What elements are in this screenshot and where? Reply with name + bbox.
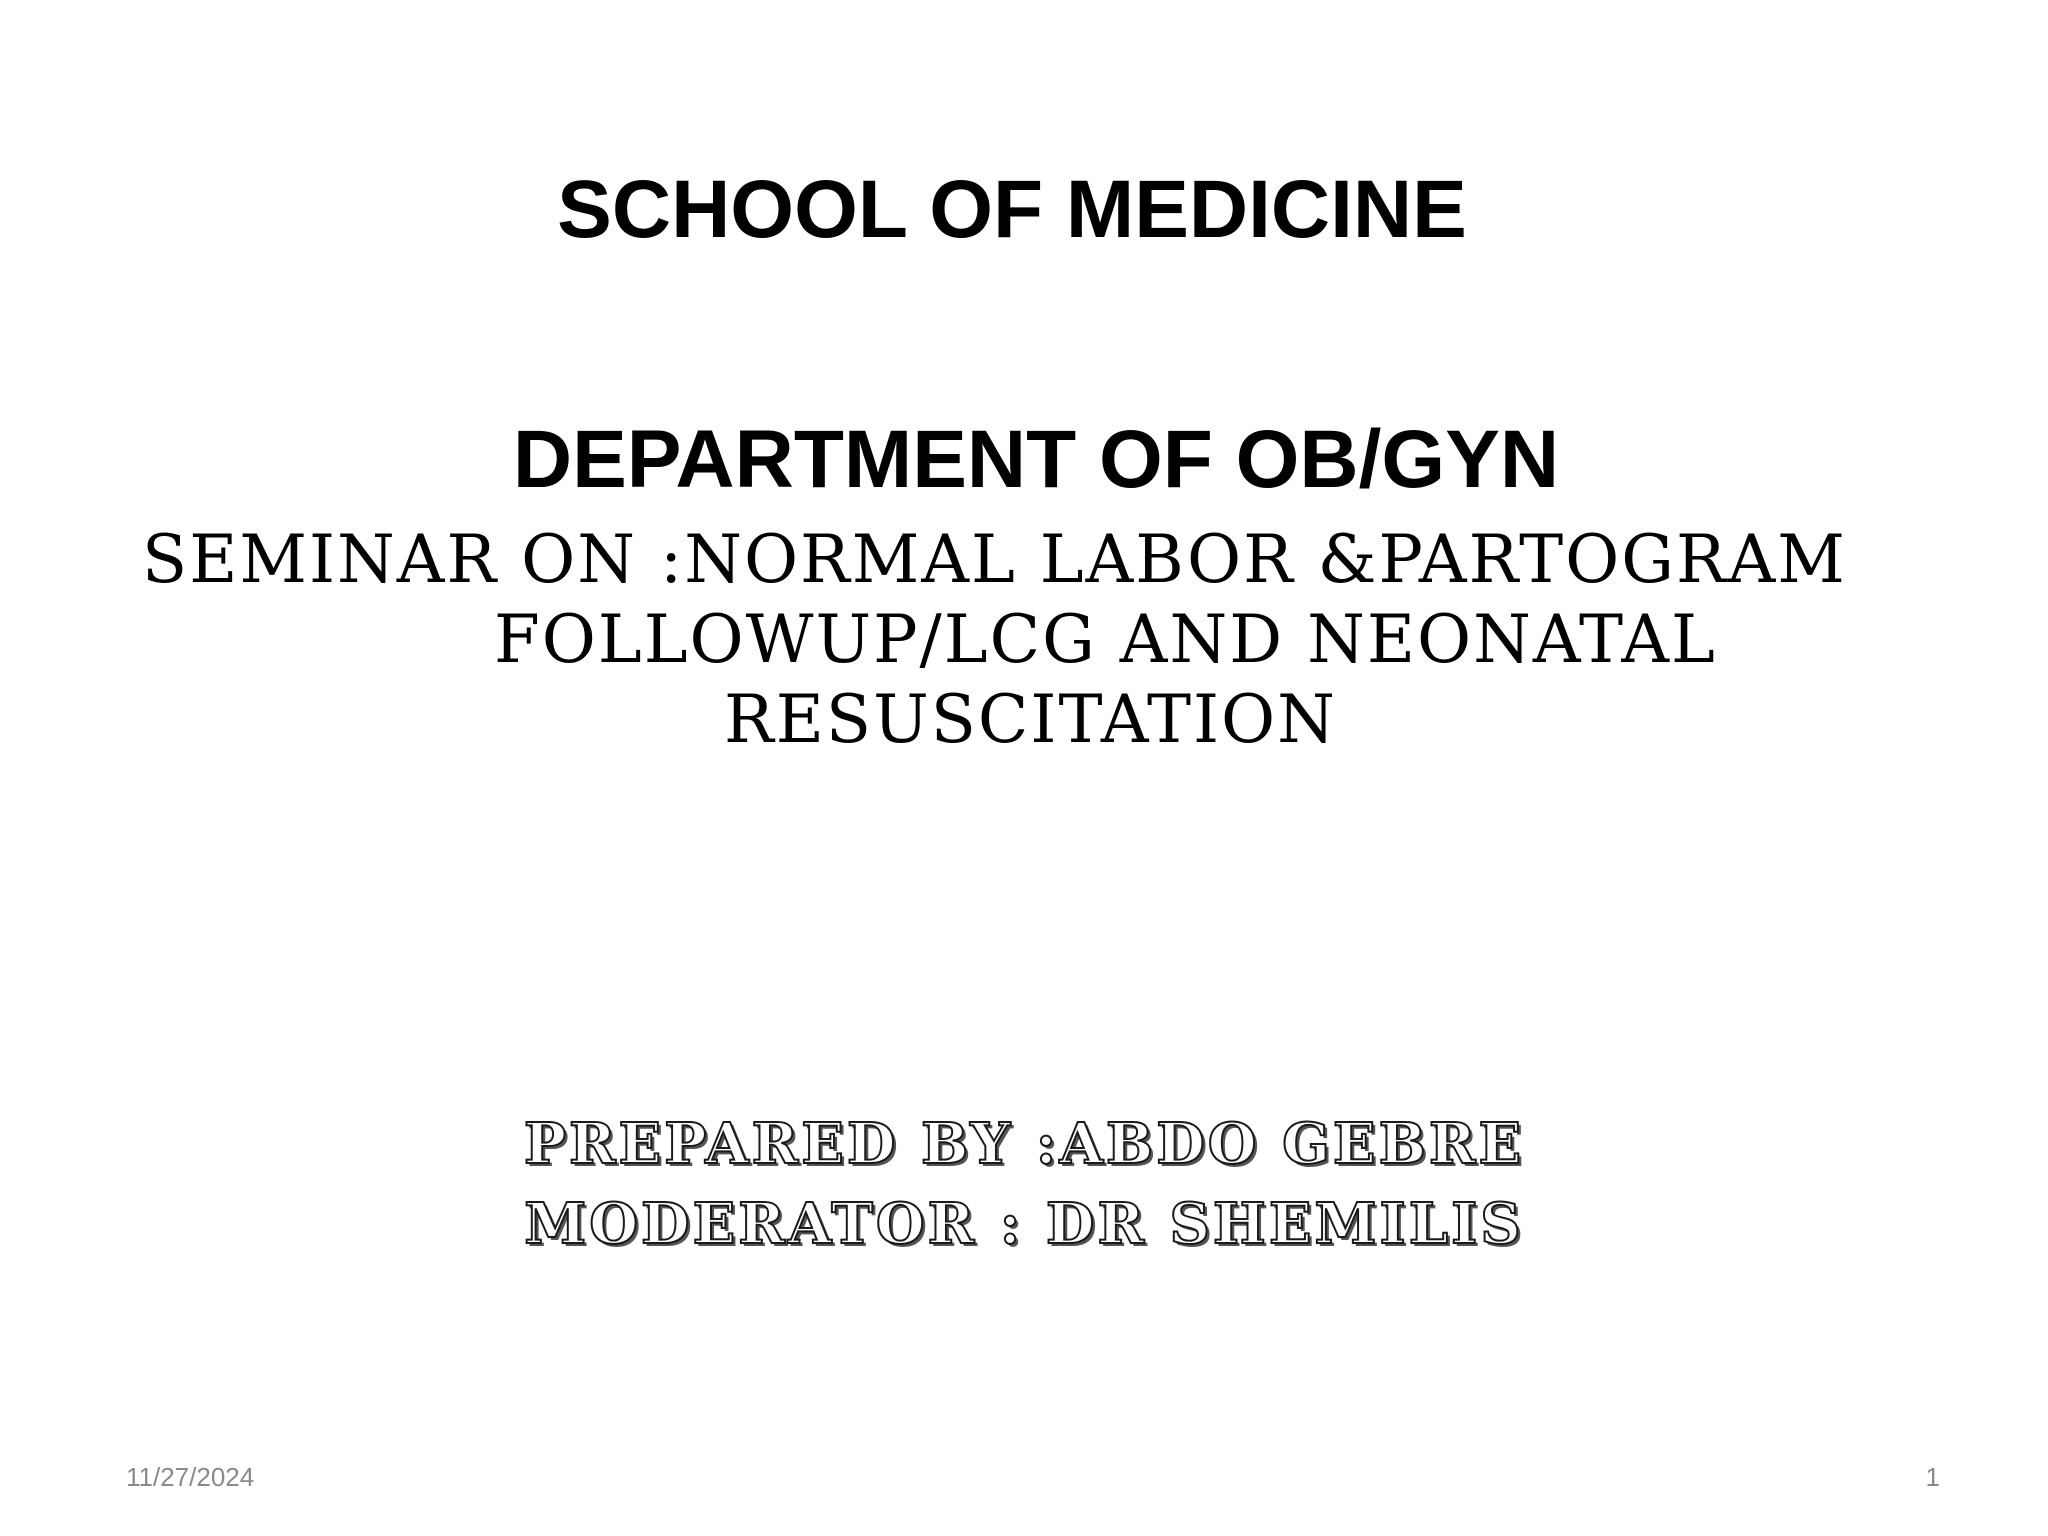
school-title: SCHOOL OF MEDICINE <box>557 164 1467 255</box>
seminar-topic-line-3: RESUSCITATION <box>724 681 1337 758</box>
credits-block <box>0 1104 2048 1264</box>
department-title: DEPARTMENT OF OB/GYN <box>512 414 1560 505</box>
seminar-topic-line-1: SEMINAR ON :NORMAL LABOR &PARTOGRAM <box>142 521 1847 598</box>
prepared-by: PREPARED BY :ABDO GEBRE <box>523 1111 1525 1177</box>
footer-date: 11/27/2024 <box>126 1462 255 1492</box>
page-number: 1 <box>1925 1462 1940 1492</box>
moderator: MODERATOR : DR SHEMILIS <box>524 1191 1524 1257</box>
seminar-topic-line-2: FOLLOWUP/LCG AND NEONATAL <box>494 601 1717 678</box>
